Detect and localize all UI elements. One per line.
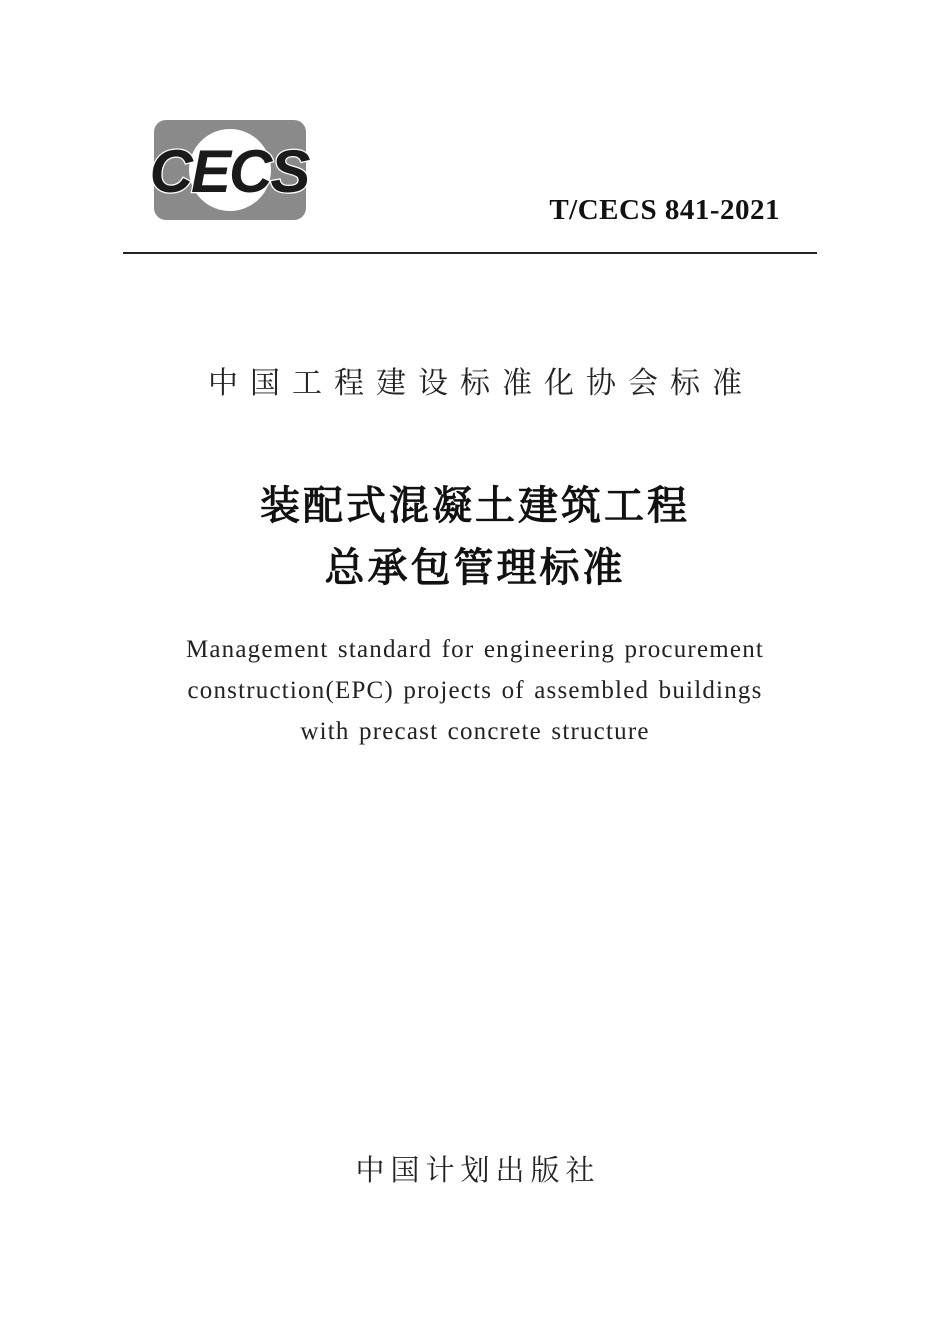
title-en-line-2: construction(EPC) projects of assembled buildings (187, 677, 763, 704)
header-divider (123, 252, 817, 254)
standard-code: T/CECS 841-2021 (549, 194, 780, 226)
title-zh-line-1: 装配式混凝土建筑工程 (260, 483, 690, 529)
svg-text:CECS: CECS (149, 138, 309, 205)
title-zh-line-2: 总承包管理标准 (324, 545, 626, 591)
title-en-line-1: Management standard for engineering procurement (185, 636, 765, 663)
cecs-logo (134, 118, 324, 222)
publisher-name: 中国计划出版社 (355, 1153, 601, 1187)
title-en-line-3: with precast concrete structure (300, 718, 650, 745)
association-standard-label: 中国工程建设标准化协会标准 (208, 366, 754, 401)
